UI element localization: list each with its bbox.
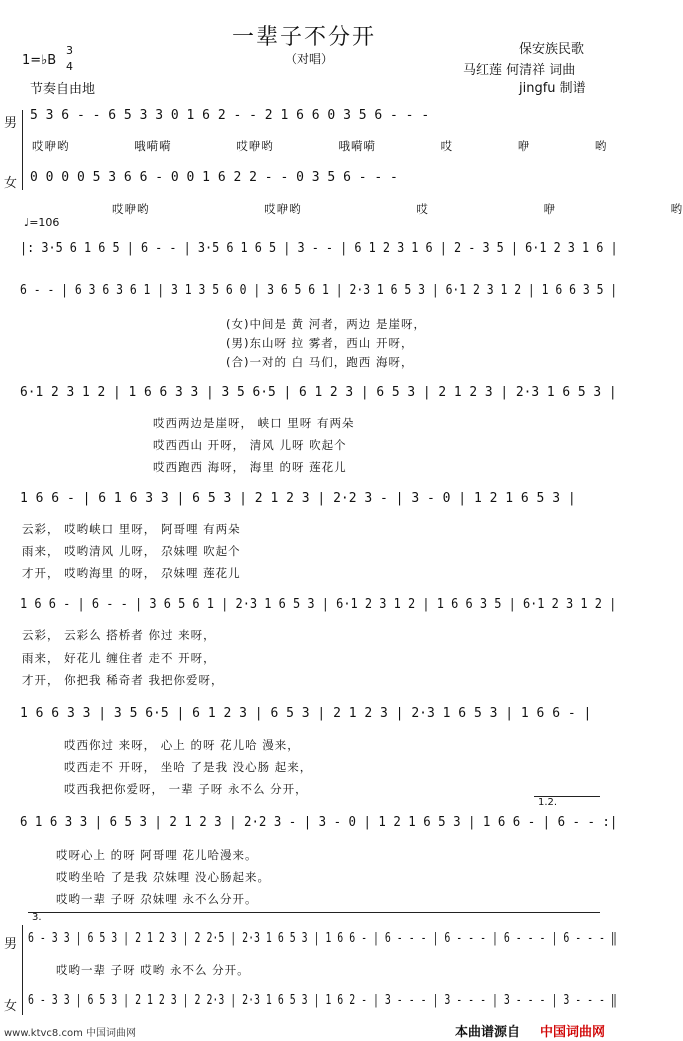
female-part-label: 女 [4, 999, 18, 1014]
verse-e-line-2: 哎西走不 开呀， 坐哈 了是我 没心肠 起来， [64, 760, 313, 774]
volta-1-2-label: 1.2. [538, 797, 558, 808]
lyric: 哎咿哟 [236, 139, 274, 153]
brand-logo-text[interactable]: 中国词曲网 [540, 1025, 606, 1040]
lyric: 哎咿哟 [32, 139, 70, 153]
subtitle: （对唱） [285, 52, 334, 66]
verse-a-line-1: (女)中间是 黄 河者，两边 是崖呀， [226, 317, 426, 331]
verse-a-line-3: (合)一对的 白 马们，跑西 海呀， [226, 355, 414, 369]
male-part-label: 男 [4, 116, 18, 131]
time-signature-top: 3 [66, 44, 73, 57]
volta-3-bracket [28, 912, 600, 913]
score-line-6: 1 6 6 3 3 | 3 5 6·5 | 6 1 2 3 | 6 5 3 | 2 1 2 3 | 2·3 1 6 5 3 | 1 6 6 - | [20, 706, 592, 721]
verse-b-line-3: 哎西跑西 海呀， 海里 的呀 莲花儿 [153, 460, 347, 474]
verse-f-line-3: 哎哟一辈 子呀 尕妹哩 永不么分开。 [56, 892, 258, 906]
verse-b-line-2: 哎西西山 开呀， 清风 儿呀 吹起个 [153, 438, 347, 452]
score-line-3: 6·1 2 3 1 2 | 1 6 6 3 3 | 3 5 6·5 | 6 1 2 3 | 6 5 3 | 2 1 2 3 | 2·3 1 6 5 3 | [20, 385, 617, 400]
page-title: 一辈子不分开 [232, 25, 377, 50]
score-line-4: 1 6 6 - | 6 1 6 3 3 | 6 5 3 | 2 1 2 3 | 2·2 3 - | 3 - 0 | 1 2 1 6 5 3 | [20, 491, 576, 506]
male-part-label: 男 [4, 937, 18, 952]
score-line-2: 6 - - | 6 3 6 3 6 1 | 3 1 3 5 6 0 | 3 6 5 6 1 | 2·3 1 6 5 3 | 6·1 2 3 1 2 | 1 6 6 3 5 | [20, 283, 618, 298]
source-label: 本曲谱源自 [455, 1025, 521, 1040]
intro-male-lyrics [32, 138, 607, 154]
time-signature-bottom: 4 [66, 60, 73, 73]
verse-e-line-3: 哎西我把你爱呀， 一辈 子呀 永不么 分开， [64, 782, 308, 796]
lyric: 哎 咿 哟 [440, 139, 608, 153]
verse-b-line-1: 哎西两边是崖呀， 峡口 里呀 有两朵 [153, 416, 355, 430]
system-bracket [22, 110, 23, 190]
key-signature: 1=♭B [22, 53, 57, 68]
verse-d-line-3: 才开， 你把我 稀奇者 我把你爱呀， [22, 673, 224, 687]
system-bracket [22, 925, 23, 1015]
verse-c-line-1: 云彩， 哎哟峡口 里呀， 阿哥哩 有两朵 [22, 522, 241, 536]
verse-a-line-2: (男)东山呀 拉 雾者，西山 开呀， [226, 336, 414, 350]
verse-c-line-3: 才开， 哎哟海里 的呀， 尕妹哩 莲花儿 [22, 566, 241, 580]
ending-female-notes: 6 - 3 3 | 6 5 3 | 2 1 2 3 | 2 2·3 | 2·3 1 6 5 3 | 1 6 2 - | 3 - - - | 3 - - - | 3 - - - | 3 - - - ‖ [28, 993, 617, 1008]
female-part-label: 女 [4, 176, 18, 191]
verse-f-line-2: 哎哟坐哈 了是我 尕妹哩 没心肠起来。 [56, 870, 270, 884]
verse-e-line-1: 哎西你过 来呀， 心上 的呀 花儿哈 漫来， [64, 738, 300, 752]
ending-male-lyrics: 哎哟一辈 子呀 哎哟 永不么 分开。 [56, 963, 250, 977]
verse-d-line-2: 雨来， 好花儿 缠住者 走不 开呀， [22, 651, 216, 665]
verse-c-line-2: 雨来， 哎哟清风 儿呀， 尕妹哩 吹起个 [22, 544, 241, 558]
volta-3-label: 3. [32, 912, 42, 923]
lyric: 哦嗬嗬 [134, 139, 172, 153]
lyric: 哦嗬嗬 [338, 139, 376, 153]
score-line-7: 6 1 6 3 3 | 6 5 3 | 2 1 2 3 | 2·2 3 - | 3 - 0 | 1 2 1 6 5 3 | 1 6 6 - | 6 - - :| [20, 815, 618, 830]
volta-1-2-bracket [534, 796, 600, 797]
tempo-mark: ♩=106 [24, 216, 60, 229]
intro-female-notes: 0 0 0 0 5 3 6 6 - 0 0 1 6 2 2 - - 0 3 5 6 - - - [30, 170, 398, 185]
verse-d-line-1: 云彩， 云彩么 搭桥者 你过 来呀， [22, 628, 216, 642]
lyric: 哎咿哟 [264, 202, 302, 216]
ending-male-notes: 6 - 3 3 | 6 5 3 | 2 1 2 3 | 2 2·5 | 2·3 1 6 5 3 | 1 6 6 - | 6 - - - | 6 - - - | 6 - - - | 6 - - - ‖ [28, 931, 617, 946]
song-origin: 保安族民歌 [519, 42, 585, 57]
transcriber: jingfu 制谱 [519, 81, 586, 96]
score-line-1: |: 3·5 6 1 6 5 | 6 - - | 3·5 6 1 6 5 | 3 - - | 6 1 2 3 1 6 | 2 - 3 5 | 6·1 2 3 1 6 | [20, 241, 618, 256]
lyric: 哎 咿 哟 [416, 202, 683, 216]
authors: 马红莲 何清祥 词曲 [463, 63, 576, 78]
intro-female-lyrics [112, 201, 683, 217]
score-line-5: 1 6 6 - | 6 - - | 3 6 5 6 1 | 2·3 1 6 5 3 | 6·1 2 3 1 2 | 1 6 6 3 5 | 6·1 2 3 1 2 | [20, 597, 617, 612]
tempo-text: 节奏自由地 [30, 82, 96, 97]
verse-f-line-1: 哎呀心上 的呀 阿哥哩 花儿哈漫来。 [56, 848, 258, 862]
footer-site: www.ktvc8.com 中国词曲网 [4, 1028, 137, 1039]
intro-male-notes: 5 3 6 - - 6 5 3 3 0 1 6 2 - - 2 1 6 6 0 3 5 6 - - - [30, 108, 430, 123]
lyric: 哎咿哟 [112, 202, 150, 216]
